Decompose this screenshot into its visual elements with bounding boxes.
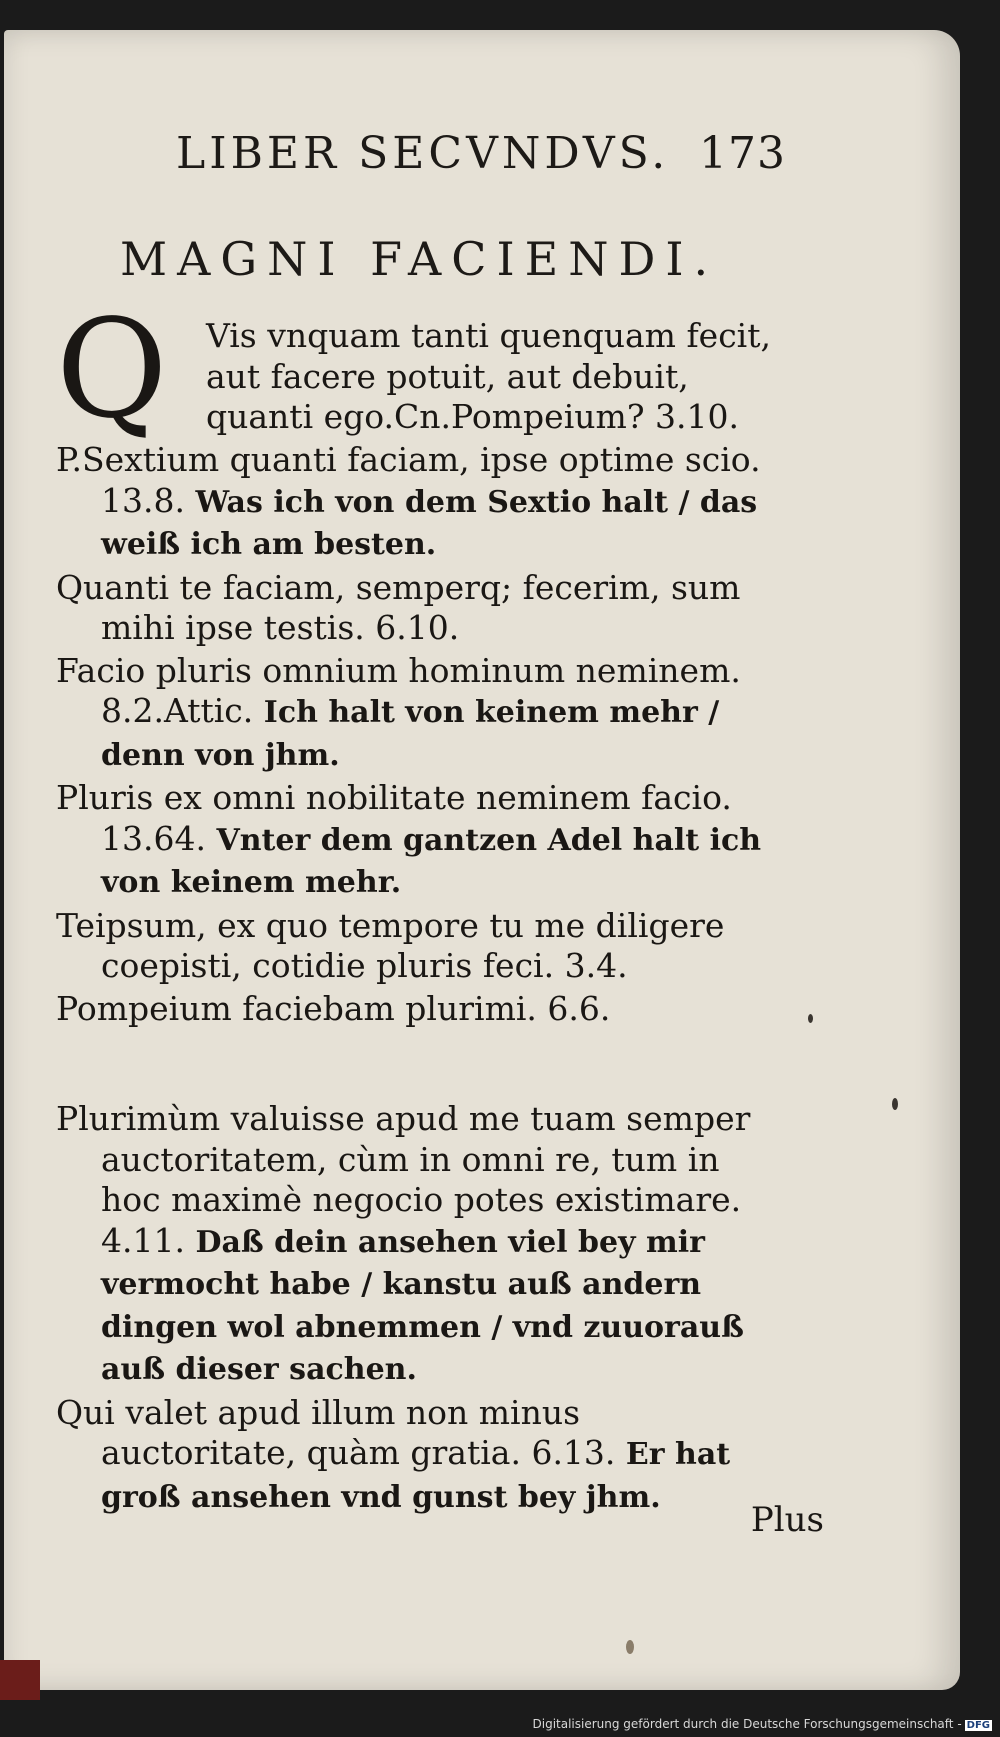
latin-text: Pompeium faciebam plurimi. 6.6.	[56, 988, 611, 1028]
paragraph-gap	[56, 1031, 776, 1099]
paragraph-2	[56, 440, 776, 566]
paragraph-8	[56, 1099, 776, 1391]
ink-speck	[808, 1014, 813, 1023]
latin-text: Teipsum, ex quo tempore tu me diligere coepisti, cotidie pluris feci. 3.4.	[56, 905, 725, 985]
running-title: LIBER SECVNDVS.	[176, 128, 670, 179]
paragraph-1	[56, 291, 776, 449]
running-header	[176, 128, 786, 179]
dfg-logo: DFG	[966, 1720, 990, 1731]
ink-speck	[892, 1098, 898, 1110]
german-text: Was ich von dem Sextio halt / das weiß ich am besten.	[101, 484, 758, 562]
paragraph-6	[56, 906, 776, 987]
paragraph-3	[56, 568, 776, 649]
paragraph-4	[56, 651, 776, 777]
latin-text: Facio pluris omnium hominum neminem. 8.2.Attic.	[56, 650, 741, 730]
latin-text: P.Sextium quanti faciam, ipse optime scio. 13.8.	[56, 440, 761, 520]
page-number: 173	[699, 128, 786, 179]
german-text: Vnter dem gantzen Adel halt ich von keinem mehr.	[101, 822, 762, 900]
latin-text: Pluris ex omni nobilitate neminem facio. 13.64.	[56, 778, 732, 858]
paragraph-7	[56, 989, 776, 1030]
german-text: Ich halt von keinem mehr / denn von jhm.	[101, 695, 720, 773]
german-text: Daß dein ansehen viel bey mir vermocht habe / kanstu auß andern dingen wol abnemmen / vnd zuuorauß auß dieser sachen.	[101, 1224, 744, 1387]
latin-text: Vis vnquam tanti quenquam fecit, aut facere potuit, aut debuit, quanti ego.Cn.Pompeium? 3.10.	[206, 316, 771, 436]
credit-text: Digitalisierung gefördert durch die Deutsche Forschungsgemeinschaft -	[532, 1717, 962, 1731]
section-title: MAGNI FACIENDI.	[120, 232, 719, 286]
latin-text: Plurimùm valuisse apud me tuam semper auctoritatem, cùm in omni re, tum in hoc maximè negocio potes existimare. 4.11.	[56, 1099, 751, 1260]
paragraph-5	[56, 778, 776, 904]
body-text	[56, 291, 776, 1520]
paper-stain	[626, 1640, 634, 1654]
latin-text: Qui valet apud illum non minus auctoritate, quàm gratia. 6.13.	[56, 1392, 616, 1472]
catchword: Plus	[750, 1500, 824, 1540]
paragraph-9	[56, 1393, 776, 1519]
drop-cap: Q	[56, 291, 168, 449]
digitization-credit	[533, 1717, 993, 1731]
latin-text: Quanti te faciam, semperq; fecerim, sum mihi ipse testis. 6.10.	[56, 567, 741, 647]
binding-edge	[0, 1660, 40, 1700]
german-text: Er hat groß ansehen vnd gunst bey jhm.	[101, 1437, 731, 1515]
